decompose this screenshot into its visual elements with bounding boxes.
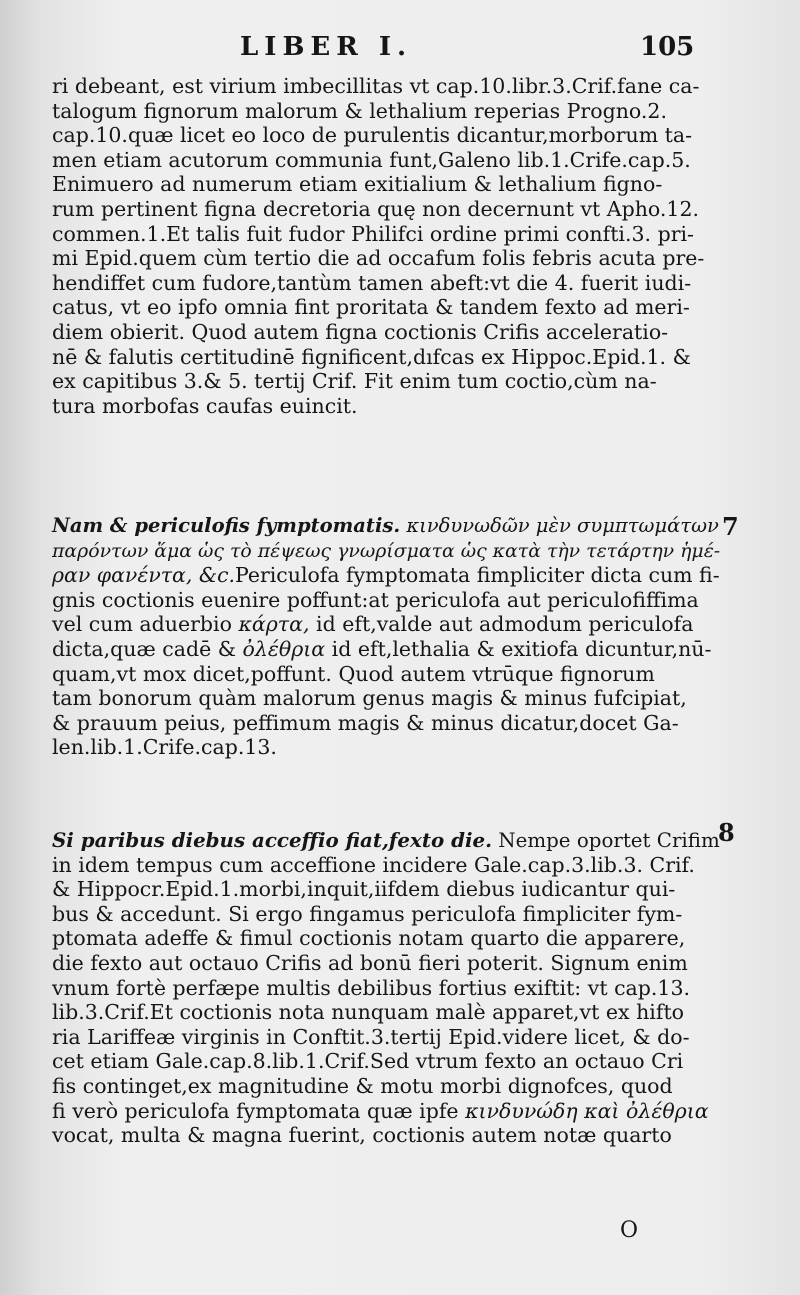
text-line: ri debeant, est virium imbecillitas vt cap.10.libr.3.Crif.fane ca- (52, 74, 700, 98)
text-line: tam bonorum quàm malorum genus magis & minus fufcipiat, (52, 686, 687, 711)
text-segment: fi verò periculofa fymptomata quæ ipfe (52, 1098, 459, 1123)
text-line: ptomata adeffe & fimul coctionis notam quarto die apparere, (52, 926, 686, 951)
page-header (0, 30, 800, 70)
greek-quote: κινδυνώδη καὶ ὀλέθρια (465, 1098, 709, 1123)
text-line: cap.10.quæ licet eo loco de purulentis dicantur,morborum ta- (52, 123, 693, 148)
text-segment: dicta,quæ cadē & (52, 636, 236, 661)
text-segment: id eft,valde aut admodum periculofa (316, 612, 694, 637)
text-line: bus & accedunt. Si ergo fingamus periculofa fimpliciter fym- (52, 901, 683, 926)
greek-word: ὀλέθρια (242, 636, 326, 661)
text-line: mi Epid.quem cùm tertio die ad occafum folis febris acuta pre- (52, 246, 705, 271)
text-line: die fexto aut octauo Crifis ad bonū fieri poterit. Signum enim (52, 950, 688, 975)
text-segment: vel cum aduerbio (52, 612, 232, 637)
text-line: gnis coctionis euenire poffunt:at periculofa aut periculofiffima (52, 587, 699, 612)
text-line: & prauum peius, peffimum magis & minus dicatur,docet Ga- (52, 710, 679, 735)
text-line: talogum fignorum malorum & lethalium reperias Progno.2. (52, 98, 667, 123)
note-marker-8: 8 (718, 818, 735, 847)
paragraph-2 (52, 514, 720, 760)
text-line (52, 637, 720, 662)
text-line: diem obierit. Quod autem figna coctionis Crifis acceleratio- (52, 319, 669, 344)
text-line: ria Lariffeæ virginis in Conftit.3.tertij Epid.videre licet, & do- (52, 1024, 690, 1049)
text-line: fis continget,ex magnitudine & motu morbi dignofces, quod (52, 1073, 673, 1098)
text-line: len.lib.1.Crife.cap.13. (52, 735, 277, 760)
lemma-line (52, 514, 720, 539)
text-line: & Hippocr.Epid.1.morbi,inquit,iifdem diebus iudicantur qui- (52, 877, 676, 902)
text-line: nē & falutis certitudinē fignificent,dıfcas ex Hippoc.Epid.1. & (52, 344, 691, 369)
text-line: commen.1.Et talis fuit fudor Philifci ordine primi confti.3. pri- (52, 221, 694, 246)
greek-quote: κινδυνωδῶν μὲν συμπτωμάτων (406, 514, 719, 537)
text-line: tura morbofas caufas euincit. (52, 393, 358, 418)
text-line (52, 612, 720, 637)
paragraph-1 (52, 74, 720, 418)
paragraph-3 (52, 828, 720, 1148)
lemma-line (52, 828, 720, 853)
text-line: vocat, multa & magna fuerint, coctionis autem notæ quarto (52, 1123, 672, 1148)
text-line: quam,vt mox dicet,poffunt. Quod autem vtrūque fignorum (52, 661, 655, 686)
text-line: catus, vt eo ipfo omnia fint proritata & tandem fexto ad meri- (52, 295, 690, 320)
text-segment: Periculofa fymptomata fimpliciter dicta cum fi- (235, 563, 720, 588)
note-marker-7: 7 (722, 512, 739, 541)
text-line: rum pertinent figna decretoria quę non decernunt vt Apho.12. (52, 196, 700, 221)
text-line: cet etiam Gale.cap.8.lib.1.Crif.Sed vtrum fexto an octauo Cri (52, 1049, 684, 1074)
text-line: men etiam acutorum communia funt,Galeno lib.1.Crife.cap.5. (52, 147, 691, 172)
text-line: lib.3.Crif.Et coctionis nota nunquam malè apparet,vt ex hifto (52, 1000, 685, 1025)
text-line (52, 563, 720, 588)
text-line: in idem tempus cum acceffione incidere Gale.cap.3.lib.3. Crif. (52, 852, 695, 877)
text-line: Enimuero ad numerum etiam exitialium & lethalium figno- (52, 172, 663, 197)
text-line: vnum fortè perfæpe multis debilibus fortius exiftit: vt cap.13. (52, 975, 691, 1000)
text-segment: Nempe oportet Crifim (498, 829, 720, 852)
greek-quote: ραν φανέντα, &c. (52, 563, 236, 588)
running-title: LIBER I. (240, 32, 413, 62)
text-segment: id eft,lethalia & exitiofa dicuntur,nū- (331, 636, 712, 661)
greek-word: κάρτα, (238, 612, 310, 637)
text-line: ex capitibus 3.& 5. tertij Crif. Fit enim tum coctio,cùm na- (52, 369, 657, 394)
text-line: hendiffet cum fudore,tantùm tamen abeft:vt die 4. fuerit iudi- (52, 270, 692, 295)
signature-mark: O (620, 1218, 639, 1243)
lemma: Nam & periculofis fymptomatis. (52, 514, 401, 537)
text-line (52, 1099, 720, 1124)
greek-line: παρόντων ἅμα ὡς τὸ πέψεως γνωρίσματα ὡς κατὰ τὴν τετάρτην ἡμέ- (52, 539, 721, 562)
page-number: 105 (640, 32, 695, 62)
lemma: Si paribus diebus acceffio fiat,fexto die. (52, 828, 492, 852)
